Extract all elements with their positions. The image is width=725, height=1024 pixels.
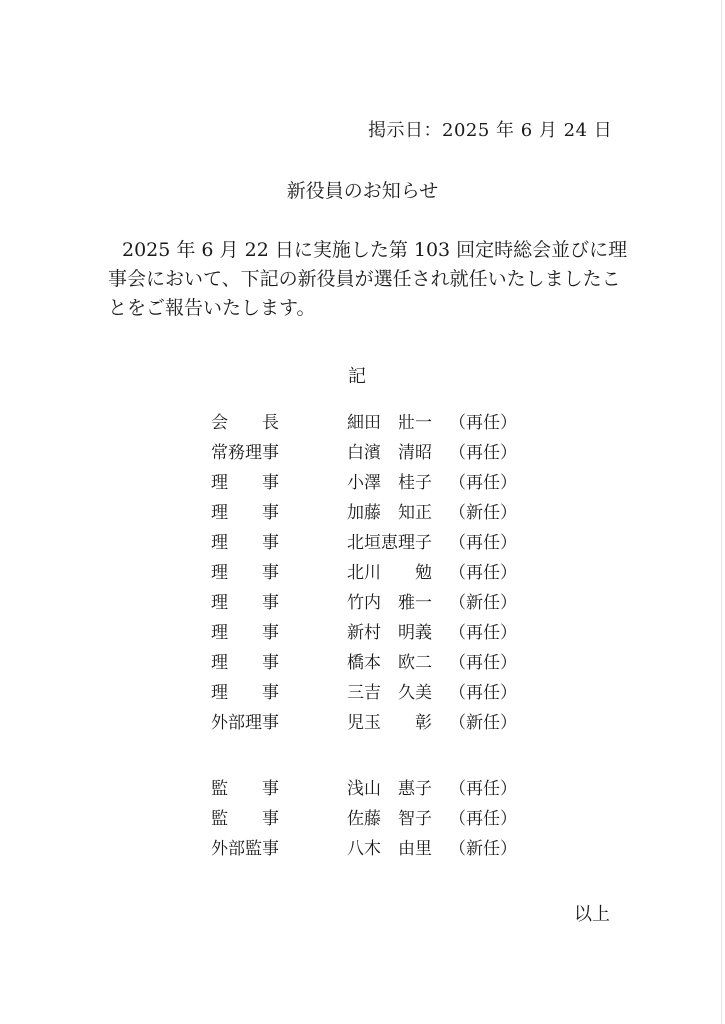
officer-name: 細田 壯一: [347, 413, 432, 433]
officer-row: [211, 678, 531, 708]
officer-name: 竹内 雅一: [347, 593, 432, 613]
officer-status: （新任）: [449, 713, 517, 733]
auditor-row: [211, 834, 531, 864]
auditor-status: （新任）: [449, 839, 517, 859]
officer-status: （新任）: [449, 593, 517, 613]
officer-role: 理 事: [211, 653, 279, 673]
officer-name: 新村 明義: [347, 623, 432, 643]
officer-status: （新任）: [449, 503, 517, 523]
officer-row: [211, 588, 531, 618]
officer-status: （再任）: [449, 683, 517, 703]
auditor-status: （再任）: [449, 809, 517, 829]
officer-name: 三吉 久美: [347, 683, 432, 703]
officer-row: [211, 528, 531, 558]
officer-row: [211, 498, 531, 528]
body-line-1: 2025 年 6 月 22 日に実施した第 103 回定時総会並びに理: [122, 239, 628, 261]
auditor-name: 八木 由里: [347, 839, 432, 859]
auditor-row: [211, 774, 531, 804]
notice-body: [108, 236, 628, 323]
ki-heading: 記: [348, 366, 366, 387]
officer-role: 理 事: [211, 683, 279, 703]
body-line-3: とをご報告いたします。: [108, 297, 316, 319]
officer-row: [211, 618, 531, 648]
officer-row: [211, 558, 531, 588]
officer-role: 常務理事: [211, 443, 279, 463]
notice-title: 新役員のお知らせ: [286, 180, 439, 202]
officer-role: 会 長: [211, 413, 279, 433]
auditor-status: （再任）: [449, 779, 517, 799]
officer-status: （再任）: [449, 533, 517, 553]
officer-row: [211, 708, 531, 738]
section-gap: [211, 738, 531, 774]
officer-role: 外部理事: [211, 713, 279, 733]
auditor-role: 外部監事: [211, 839, 279, 859]
closing-mark: 以上: [574, 904, 610, 925]
officer-name: 児玉 彰: [347, 713, 432, 733]
auditor-row: [211, 804, 531, 834]
officer-role: 理 事: [211, 563, 279, 583]
officer-row: [211, 408, 531, 438]
officer-row: [211, 438, 531, 468]
officer-role: 理 事: [211, 593, 279, 613]
officer-name: 白濱 清昭: [347, 443, 432, 463]
officer-row: [211, 648, 531, 678]
auditor-role: 監 事: [211, 779, 279, 799]
body-line-2: 事会において、下記の新役員が選任され就任いたしましたこ: [108, 268, 621, 290]
officer-status: （再任）: [449, 653, 517, 673]
officer-name: 北垣恵理子: [347, 533, 432, 553]
officer-roster: [211, 408, 531, 864]
scan-edge-line: [721, 0, 722, 1024]
auditor-name: 浅山 惠子: [347, 779, 432, 799]
officer-status: （再任）: [449, 563, 517, 583]
posted-date: 掲示日：2025 年 6 月 24 日: [368, 120, 613, 141]
officer-name: 橋本 欧二: [347, 653, 432, 673]
officer-name: 北川 勉: [347, 563, 432, 583]
officer-role: 理 事: [211, 503, 279, 523]
officer-status: （再任）: [449, 623, 517, 643]
officer-row: [211, 468, 531, 498]
officer-status: （再任）: [449, 473, 517, 493]
auditor-role: 監 事: [211, 809, 279, 829]
officer-status: （再任）: [449, 413, 517, 433]
officer-role: 理 事: [211, 623, 279, 643]
auditor-name: 佐藤 智子: [347, 809, 432, 829]
officer-role: 理 事: [211, 473, 279, 493]
officer-role: 理 事: [211, 533, 279, 553]
officer-status: （再任）: [449, 443, 517, 463]
officer-name: 小澤 桂子: [347, 473, 432, 493]
officer-name: 加藤 知正: [347, 503, 432, 523]
